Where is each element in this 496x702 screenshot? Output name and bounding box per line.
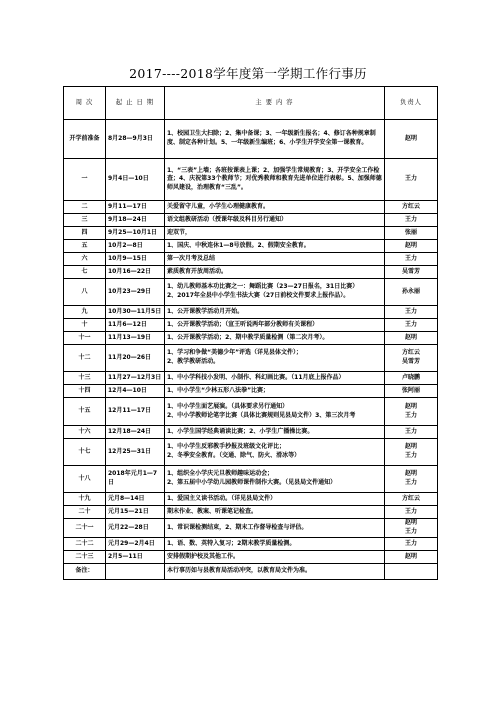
dates-cell: 元月8—14日 bbox=[106, 493, 165, 506]
content-line: 1、爱国主义读书活动。（详见县局文件） bbox=[167, 494, 277, 502]
dates-cell: 10月23—29日 bbox=[106, 279, 165, 306]
week-cell: 十 bbox=[64, 319, 106, 332]
table-row bbox=[64, 332, 438, 345]
content-line: 2、教学教研活动。 bbox=[167, 358, 220, 365]
responsible-name: 王力 bbox=[404, 528, 417, 535]
content-cell bbox=[165, 306, 385, 319]
content-line: 素质教育开放周活动。 bbox=[167, 267, 228, 275]
content-cell bbox=[165, 551, 385, 564]
responsible-name: 王力 bbox=[404, 254, 417, 262]
content-line: 1、小学生国学经典诵读比赛；2、小学生广播操比赛。 bbox=[167, 427, 314, 435]
content-line: 1、国庆、中秋连休1—8号放假。2、假期安全教育。 bbox=[167, 241, 310, 249]
header-row bbox=[64, 87, 438, 120]
week-cell: 开学前准备 bbox=[64, 120, 106, 159]
content-cell bbox=[165, 159, 385, 201]
content-line: 2、2017年全县中小学生书法大赛（27日前校文件要求上报作品）。 bbox=[167, 292, 350, 299]
week-cell: 二十三 bbox=[64, 551, 106, 564]
table-row bbox=[64, 398, 438, 426]
content-line: 期末作业、教案、听课笔记检查。 bbox=[167, 507, 258, 515]
page-title: 2017----2018学年度第一学期工作行事历 bbox=[129, 66, 367, 81]
content-cell bbox=[165, 538, 385, 551]
table-row bbox=[64, 345, 438, 372]
table-row bbox=[64, 253, 438, 266]
responsible-name: 王力 bbox=[404, 215, 417, 223]
responsible-cell bbox=[385, 466, 438, 493]
responsible-name: 赵明 bbox=[404, 552, 417, 560]
week-cell: 十四 bbox=[64, 385, 106, 398]
week-cell: 二十二 bbox=[64, 538, 106, 551]
responsible-name: 张阿丽 bbox=[401, 386, 420, 394]
dates-cell: 8月28—9月3日 bbox=[106, 120, 165, 159]
week-cell: 八 bbox=[64, 279, 106, 306]
content-line: 1、语、数、英特入复习；2期末教学质量检测。 bbox=[167, 539, 296, 547]
week-cell: 四 bbox=[64, 227, 106, 240]
table-row bbox=[64, 385, 438, 398]
week-cell: 备注： bbox=[64, 564, 106, 580]
responsible-name: 赵明 bbox=[404, 333, 417, 341]
content-cell bbox=[165, 439, 385, 466]
content-line: 1、中小学生反邪教手抄报及班级文化评比； bbox=[167, 443, 286, 451]
responsible-name: 赵明 bbox=[404, 241, 417, 249]
table-row bbox=[64, 538, 438, 551]
responsible-name: 方红云 bbox=[401, 202, 420, 210]
responsible-cell bbox=[385, 201, 438, 214]
dates-cell: 10月16—22日 bbox=[106, 266, 165, 279]
responsible-name: 孙永丽 bbox=[401, 287, 420, 295]
header-dates: 起 止 日 期 bbox=[106, 87, 165, 120]
responsible-cell bbox=[385, 538, 438, 551]
responsible-cell bbox=[385, 214, 438, 227]
week-cell: 九 bbox=[64, 306, 106, 319]
content-cell bbox=[165, 564, 385, 580]
content-line: 1、中小学生面艺展演。（具体要求另行通知） bbox=[167, 402, 289, 410]
table-row bbox=[64, 506, 438, 519]
table-row bbox=[64, 426, 438, 439]
content-cell bbox=[165, 227, 385, 240]
responsible-name: 赵明 bbox=[404, 519, 417, 527]
content-cell bbox=[165, 345, 385, 372]
week-cell: 二十 bbox=[64, 506, 106, 519]
table-row bbox=[64, 439, 438, 466]
week-cell: 十六 bbox=[64, 426, 106, 439]
content-cell bbox=[165, 385, 385, 398]
responsible-cell bbox=[385, 493, 438, 506]
responsible-cell bbox=[385, 426, 438, 439]
dates-cell: 12月4—10日 bbox=[106, 385, 165, 398]
content-cell bbox=[165, 426, 385, 439]
content-cell bbox=[165, 319, 385, 332]
dates-cell: 11月6—12日 bbox=[106, 319, 165, 332]
content-cell bbox=[165, 201, 385, 214]
dates-cell: 10月9—15日 bbox=[106, 253, 165, 266]
dates-cell: 2018年元月1—7日 bbox=[106, 466, 165, 493]
content-line: 2、冬季安全教育。（交通、除气、防火、滑冰等） bbox=[167, 452, 301, 459]
responsible-cell bbox=[385, 385, 438, 398]
content-cell bbox=[165, 120, 385, 159]
content-line: 1、公开课教学活动月开始。 bbox=[167, 307, 244, 315]
content-line: 安排假期护校及其他工作。 bbox=[167, 552, 240, 560]
responsible-cell bbox=[385, 551, 438, 564]
table-row bbox=[64, 551, 438, 564]
table-row bbox=[64, 227, 438, 240]
table-row bbox=[64, 159, 438, 201]
responsible-name: 王力 bbox=[404, 427, 417, 435]
dates-cell: 9月18—24日 bbox=[106, 214, 165, 227]
content-cell bbox=[165, 266, 385, 279]
table-row bbox=[64, 564, 438, 580]
dates-cell: 元月29—2月4日 bbox=[106, 538, 165, 551]
responsible-name: 王力 bbox=[404, 539, 417, 547]
content-cell bbox=[165, 372, 385, 385]
responsible-cell bbox=[385, 398, 438, 426]
week-cell: 七 bbox=[64, 266, 106, 279]
table-row bbox=[64, 279, 438, 306]
header-responsible: 负责人 bbox=[385, 87, 438, 120]
dates-cell: 11月13—19日 bbox=[106, 332, 165, 345]
content-line: 1、公开课教学活动；（宣王听说两年部分教师有关课程） bbox=[167, 320, 319, 328]
week-cell: 十七 bbox=[64, 439, 106, 466]
content-line: 2、第五届中小学幼儿园教师课件制作大赛。（见县局文件通知） bbox=[167, 479, 337, 486]
header-week: 周 次 bbox=[64, 87, 106, 120]
content-line: 1、“三表”上墙；各班按课表上课；2、加强学生常规教育；3、开学安全工作检查；4、庆祝第33个教师节；对优秀教师和教育先进单位进行表彰。5、加强师德师风建设，治理教育“三乱”。 bbox=[167, 166, 382, 191]
responsible-cell bbox=[385, 306, 438, 319]
table-row bbox=[64, 306, 438, 319]
responsible-name: 王力 bbox=[404, 452, 417, 459]
responsible-name: 赵明 bbox=[404, 134, 417, 142]
content-line: 1、中小学生“少林五形八法拳”比赛； bbox=[167, 386, 270, 394]
dates-cell: 2月5—11日 bbox=[106, 551, 165, 564]
responsible-cell bbox=[385, 159, 438, 201]
content-line: 1、中小学科技小发明、小制作、科幻画比赛。（11月底上报作品） bbox=[167, 373, 345, 381]
dates-cell: 9月4日—10日 bbox=[106, 159, 165, 201]
responsible-cell bbox=[385, 564, 438, 580]
table-row bbox=[64, 493, 438, 506]
week-cell: 十九 bbox=[64, 493, 106, 506]
content-line: 第一次月考及总结 bbox=[167, 254, 216, 262]
content-cell bbox=[165, 279, 385, 306]
dates-cell: 元月22—28日 bbox=[106, 519, 165, 538]
responsible-name: 张丽 bbox=[404, 228, 417, 236]
responsible-cell bbox=[385, 372, 438, 385]
content-line: 1、组织全小学庆元旦教师趣味运动会； bbox=[167, 470, 274, 478]
table-row bbox=[64, 201, 438, 214]
content-line: 关爱留守儿童，小学生心理健康教育。 bbox=[167, 202, 270, 210]
responsible-cell bbox=[385, 345, 438, 372]
table-row bbox=[64, 120, 438, 159]
responsible-name: 吴雪芳 bbox=[401, 267, 420, 275]
content-cell bbox=[165, 332, 385, 345]
dates-cell: 10月2—8日 bbox=[106, 240, 165, 253]
responsible-name: 赵明 bbox=[404, 443, 417, 451]
week-cell: 六 bbox=[64, 253, 106, 266]
table-row bbox=[64, 519, 438, 538]
week-cell: 五 bbox=[64, 240, 106, 253]
week-cell: 三 bbox=[64, 214, 106, 227]
week-cell: 二十一 bbox=[64, 519, 106, 538]
week-cell: 一 bbox=[64, 159, 106, 201]
content-cell bbox=[165, 519, 385, 538]
dates-cell: 11月27—12月3日 bbox=[106, 372, 165, 385]
responsible-cell bbox=[385, 240, 438, 253]
dates-cell: 9月25—10月1日 bbox=[106, 227, 165, 240]
responsible-name: 方红云 bbox=[401, 494, 420, 502]
responsible-name: 王力 bbox=[404, 175, 417, 183]
week-cell: 二 bbox=[64, 201, 106, 214]
responsible-cell bbox=[385, 120, 438, 159]
table-row bbox=[64, 214, 438, 227]
responsible-cell bbox=[385, 332, 438, 345]
dates-cell: 元月15—21日 bbox=[106, 506, 165, 519]
week-cell: 十五 bbox=[64, 398, 106, 426]
content-line: 迎双节， bbox=[167, 228, 192, 236]
dates-cell: 11月20—26日 bbox=[106, 345, 165, 372]
responsible-name: 王力 bbox=[404, 320, 417, 328]
responsible-cell bbox=[385, 506, 438, 519]
content-cell bbox=[165, 506, 385, 519]
content-cell bbox=[165, 240, 385, 253]
table-row bbox=[64, 240, 438, 253]
content-line: 1、校园卫生大扫除；2、集中备课；3、一年级新生报名；4、修订各种规章制度、制定各种计划。5、一年级新生编班；6、小学生开学安全第一课教育。 bbox=[167, 130, 376, 146]
week-cell: 十二 bbox=[64, 345, 106, 372]
content-cell bbox=[165, 253, 385, 266]
header-content: 主 要 内 容 bbox=[165, 87, 385, 120]
dates-cell: 12月25—31日 bbox=[106, 439, 165, 466]
responsible-cell bbox=[385, 253, 438, 266]
responsible-cell bbox=[385, 519, 438, 538]
dates-cell bbox=[106, 564, 165, 580]
content-cell bbox=[165, 466, 385, 493]
week-cell: 十三 bbox=[64, 372, 106, 385]
dates-cell: 10月30—11月5日 bbox=[106, 306, 165, 319]
responsible-name: 赵明 bbox=[404, 402, 417, 410]
dates-cell: 9月11—17日 bbox=[106, 201, 165, 214]
content-line: 语文组教研活动（授课年级及科目另行通知） bbox=[167, 215, 288, 223]
table-row bbox=[64, 466, 438, 493]
dates-cell: 12月11—17日 bbox=[106, 398, 165, 426]
responsible-name: 赵明 bbox=[404, 470, 417, 478]
responsible-cell bbox=[385, 227, 438, 240]
responsible-name: 王力 bbox=[404, 307, 417, 315]
content-line: 1、学习和争做“美德少年”评选（详见县体文件）； bbox=[167, 349, 303, 357]
responsible-name: 吴雪芳 bbox=[401, 358, 420, 365]
content-line: 1、常识课检测结束，2、期末工作督导检查与评估。 bbox=[167, 523, 308, 531]
responsible-name: 王力 bbox=[404, 507, 417, 515]
content-cell bbox=[165, 214, 385, 227]
responsible-cell bbox=[385, 439, 438, 466]
content-cell bbox=[165, 398, 385, 426]
content-line: 本行事历如与县教育局活动冲突，以教育局文件为准。 bbox=[167, 567, 312, 575]
content-line: 1、幼儿教师基本功比赛之一：舞蹈比赛（23—27日报名，31日比赛） bbox=[167, 283, 359, 291]
schedule-table bbox=[63, 86, 438, 580]
responsible-cell bbox=[385, 319, 438, 332]
responsible-name: 王力 bbox=[404, 411, 417, 419]
table-row bbox=[64, 372, 438, 385]
content-cell bbox=[165, 493, 385, 506]
responsible-cell bbox=[385, 266, 438, 279]
content-line: 2、中小学教师论笔字比赛（具体比赛规则见县局文件）3、第三次月考 bbox=[167, 411, 356, 419]
responsible-cell bbox=[385, 279, 438, 306]
content-line: 1、公开课教学活动；2、期中教学质量检测（第二次月考）。 bbox=[167, 333, 329, 341]
responsible-name: 王力 bbox=[404, 479, 417, 486]
responsible-name: 卢晓鹏 bbox=[401, 373, 420, 381]
table-row bbox=[64, 319, 438, 332]
week-cell: 十八 bbox=[64, 466, 106, 493]
responsible-name: 方红云 bbox=[401, 349, 420, 357]
week-cell: 十一 bbox=[64, 332, 106, 345]
table-row bbox=[64, 266, 438, 279]
dates-cell: 12月18—24日 bbox=[106, 426, 165, 439]
